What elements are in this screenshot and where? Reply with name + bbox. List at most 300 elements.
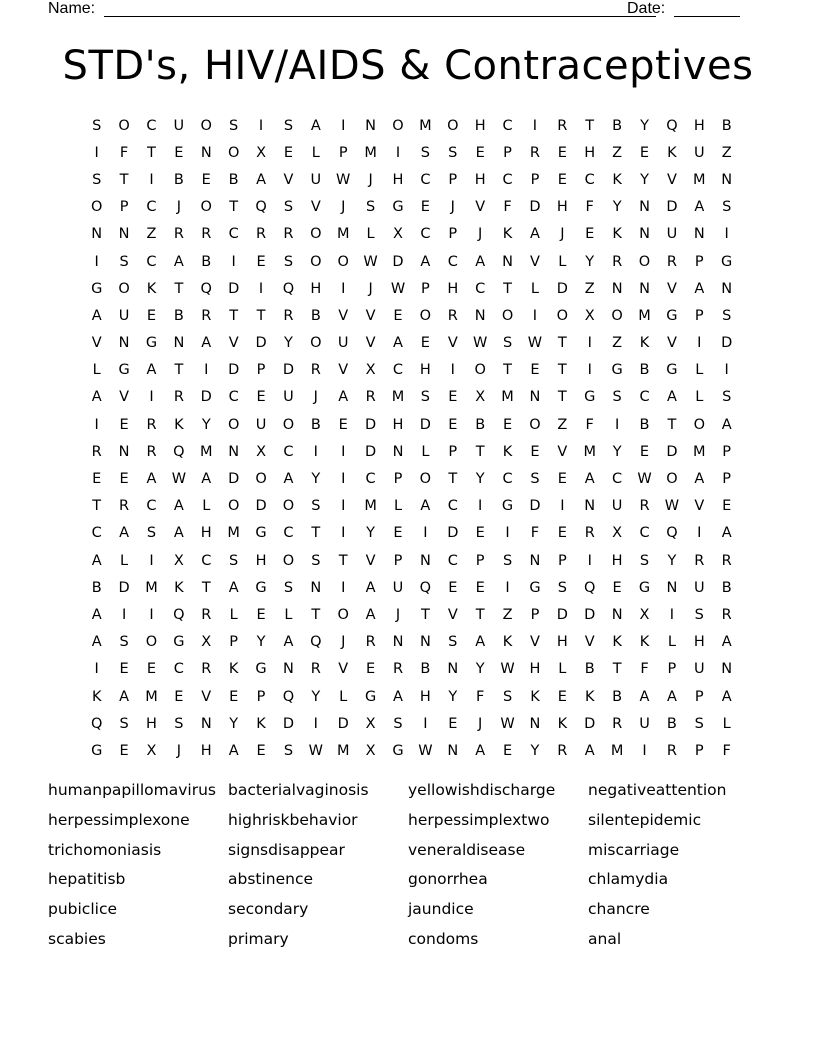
grid-letter: X — [639, 606, 650, 623]
grid-letter: A — [365, 606, 376, 623]
grid-letter: S — [283, 199, 294, 216]
grid-letter: J — [176, 199, 181, 216]
grid-letter: V — [91, 335, 102, 352]
grid-letter: O — [200, 117, 212, 134]
grid-letter: S — [530, 471, 540, 488]
grid-letter: B — [721, 117, 732, 134]
word-list-item: gonorrhea — [408, 870, 488, 889]
grid-letter: D — [228, 362, 240, 379]
grid-letter: S — [229, 552, 239, 569]
grid-letter: Z — [584, 280, 595, 297]
grid-letter: N — [611, 280, 623, 297]
grid-letter: L — [284, 606, 293, 623]
grid-letter: P — [256, 688, 266, 705]
grid-letter: W — [472, 335, 488, 352]
word-list-item: chancre — [588, 900, 650, 919]
grid-letter: I — [341, 498, 346, 515]
grid-letter: A — [173, 525, 184, 542]
grid-letter: N — [118, 443, 130, 460]
grid-letter: U — [255, 416, 267, 433]
grid-letter: A — [283, 471, 294, 488]
grid-letter: E — [585, 226, 595, 243]
grid-letter: S — [283, 253, 294, 270]
grid-letter: X — [173, 552, 184, 569]
grid-letter: Q — [584, 579, 596, 596]
grid-letter: Y — [667, 552, 677, 569]
grid-letter: U — [118, 307, 130, 324]
grid-letter: I — [505, 579, 510, 596]
grid-letter: A — [420, 498, 431, 515]
grid-letter: N — [365, 117, 377, 134]
grid-letter: T — [475, 606, 485, 623]
grid-letter: F — [640, 661, 649, 678]
grid-letter: O — [337, 253, 349, 270]
grid-letter: R — [447, 307, 458, 324]
grid-letter: B — [420, 661, 431, 678]
grid-letter: E — [420, 335, 430, 352]
grid-letter: G — [145, 335, 158, 352]
grid-letter: T — [448, 471, 458, 488]
grid-letter: L — [530, 280, 539, 297]
grid-letter: T — [229, 307, 239, 324]
grid-letter: M — [145, 688, 158, 705]
grid-letter: C — [392, 362, 404, 379]
grid-letter: F — [585, 416, 594, 433]
grid-letter: A — [721, 525, 732, 542]
grid-letter: M — [391, 389, 405, 406]
grid-letter: S — [174, 715, 184, 732]
grid-letter: I — [94, 416, 99, 433]
grid-letter: R — [612, 715, 623, 732]
grid-letter: I — [149, 171, 154, 188]
grid-letter: R — [392, 661, 404, 678]
grid-letter: R — [310, 362, 321, 379]
word-list-item: signsdisappear — [228, 840, 345, 859]
grid-letter: V — [694, 498, 705, 515]
grid-letter: Y — [612, 443, 622, 460]
grid-letter: C — [91, 525, 102, 542]
grid-letter: O — [227, 498, 240, 515]
grid-letter: N — [721, 280, 733, 297]
grid-letter: S — [448, 144, 458, 161]
grid-letter: E — [119, 416, 129, 433]
grid-letter: O — [501, 307, 514, 324]
grid-letter: P — [448, 443, 458, 460]
page-title: STD's, HIV/AIDS & Contraceptives — [62, 43, 754, 89]
grid-letter: X — [365, 715, 376, 732]
word-list-item: trichomoniasis — [48, 840, 162, 859]
grid-letter: Q — [282, 280, 295, 297]
grid-letter: C — [612, 471, 623, 488]
grid-letter: C — [365, 471, 376, 488]
grid-letter: C — [228, 226, 239, 243]
grid-letter: H — [556, 199, 568, 216]
grid-letter: P — [448, 226, 458, 243]
grid-letter: I — [341, 280, 346, 297]
grid-letter: O — [337, 606, 349, 623]
word-list-item: herpessimplexone — [48, 810, 190, 829]
grid-letter: V — [557, 443, 568, 460]
grid-letter: P — [421, 280, 430, 297]
grid-letter: R — [283, 226, 294, 243]
grid-letter: J — [560, 226, 565, 243]
grid-letter: V — [666, 335, 677, 352]
grid-letter: O — [227, 144, 240, 161]
grid-letter: A — [584, 742, 595, 759]
grid-letter: E — [420, 199, 430, 216]
date-blank-line — [674, 16, 740, 17]
grid-letter: N — [283, 661, 294, 678]
grid-letter: V — [338, 362, 349, 379]
grid-letter: N — [91, 226, 103, 243]
grid-letter: A — [173, 498, 184, 515]
grid-letter: A — [420, 253, 431, 270]
grid-letter: X — [365, 742, 376, 759]
grid-letter: C — [447, 552, 458, 569]
grid-letter: N — [392, 443, 404, 460]
grid-letter: O — [392, 117, 404, 134]
grid-letter: J — [341, 199, 346, 216]
grid-letter: L — [558, 661, 567, 678]
grid-letter: E — [448, 416, 458, 433]
grid-letter: Z — [612, 144, 623, 161]
grid-letter: E — [119, 742, 129, 759]
grid-letter: X — [201, 634, 212, 651]
word-list-item: humanpapillomavirus — [48, 781, 216, 799]
grid-letter: T — [557, 389, 567, 406]
grid-letter: J — [368, 171, 373, 188]
grid-letter: B — [310, 416, 321, 433]
grid-letter: R — [529, 144, 540, 161]
grid-letter: O — [255, 471, 267, 488]
grid-letter: D — [255, 498, 267, 515]
grid-letter: I — [313, 715, 318, 732]
grid-letter: H — [419, 362, 431, 379]
grid-letter: R — [310, 661, 321, 678]
grid-letter: B — [612, 688, 623, 705]
grid-letter: R — [146, 443, 157, 460]
grid-letter: C — [502, 117, 513, 134]
grid-letter: I — [94, 253, 99, 270]
grid-letter: Q — [173, 443, 185, 460]
grid-letter: I — [587, 362, 592, 379]
grid-letter: I — [341, 471, 346, 488]
grid-letter: S — [283, 742, 294, 759]
grid-letter: E — [475, 144, 485, 161]
grid-letter: T — [201, 579, 211, 596]
grid-letter: V — [228, 335, 239, 352]
grid-letter: T — [174, 362, 184, 379]
grid-letter: K — [612, 171, 622, 188]
grid-letter: R — [256, 226, 267, 243]
grid-letter: E — [475, 525, 485, 542]
grid-letter: R — [584, 525, 595, 542]
grid-letter: F — [585, 199, 594, 216]
grid-letter: H — [584, 144, 596, 161]
grid-letter: E — [502, 416, 513, 433]
grid-letter: W — [171, 471, 187, 488]
grid-letter: O — [693, 416, 705, 433]
grid-letter: S — [283, 117, 294, 134]
grid-letter: L — [722, 715, 731, 732]
grid-letter: S — [722, 307, 732, 324]
grid-letter: R — [694, 552, 705, 569]
grid-letter: D — [282, 362, 295, 379]
grid-letter: A — [721, 634, 732, 651]
grid-letter: T — [147, 144, 156, 161]
grid-letter: E — [338, 416, 348, 433]
grid-letter: E — [557, 688, 567, 705]
grid-letter: L — [421, 443, 430, 460]
grid-letter: G — [501, 498, 514, 515]
grid-letter: I — [614, 416, 620, 433]
grid-letter: P — [694, 688, 704, 705]
grid-letter: D — [255, 335, 267, 352]
grid-letter: U — [693, 579, 705, 596]
grid-letter: I — [149, 389, 154, 406]
grid-letter: N — [474, 307, 486, 324]
grid-letter: V — [447, 606, 458, 623]
grid-letter: R — [91, 443, 102, 460]
grid-letter: P — [338, 144, 348, 161]
grid-letter: E — [639, 443, 650, 460]
grid-letter: T — [229, 199, 239, 216]
grid-letter: Q — [90, 715, 103, 732]
grid-letter: S — [694, 715, 704, 732]
grid-letter: Q — [310, 634, 322, 651]
grid-letter: G — [255, 525, 267, 542]
grid-letter: A — [283, 634, 294, 651]
grid-letter: S — [694, 606, 704, 623]
grid-letter: T — [557, 335, 567, 352]
grid-letter: P — [667, 661, 677, 678]
word-list-item: herpessimplextwo — [408, 810, 550, 829]
grid-letter: B — [475, 416, 486, 433]
grid-letter: D — [118, 579, 130, 596]
grid-letter: I — [341, 525, 346, 542]
grid-letter: F — [722, 742, 731, 759]
grid-letter: E — [530, 362, 540, 379]
grid-letter: O — [419, 307, 432, 324]
grid-letter: B — [91, 579, 102, 596]
grid-letter: H — [556, 634, 568, 651]
grid-letter: L — [667, 634, 676, 651]
grid-letter: Z — [557, 416, 568, 433]
grid-letter: T — [612, 661, 622, 678]
grid-letter: R — [612, 253, 623, 270]
grid-letter: S — [365, 199, 376, 216]
word-list-item: abstinence — [228, 870, 314, 889]
grid-letter: R — [201, 226, 212, 243]
grid-letter: R — [173, 226, 184, 243]
grid-letter: M — [145, 579, 158, 596]
grid-letter: A — [475, 634, 486, 651]
grid-letter: O — [310, 226, 322, 243]
grid-letter: Y — [448, 688, 458, 705]
grid-letter: B — [666, 715, 677, 732]
grid-letter: O — [145, 634, 158, 651]
grid-letter: E — [256, 253, 266, 270]
grid-letter: T — [311, 525, 321, 542]
grid-letter: I — [231, 253, 236, 270]
grid-letter: T — [475, 443, 485, 460]
grid-letter: R — [201, 307, 212, 324]
grid-letter: E — [639, 144, 650, 161]
grid-letter: Z — [502, 606, 513, 623]
grid-letter: G — [91, 280, 103, 297]
grid-letter: A — [91, 606, 102, 623]
grid-letter: K — [502, 226, 513, 243]
grid-letter: F — [475, 688, 485, 705]
grid-letter: E — [448, 389, 458, 406]
grid-letter: K — [146, 280, 157, 297]
grid-letter: O — [118, 117, 130, 134]
grid-letter: M — [227, 525, 240, 542]
word-list-item: silentepidemic — [588, 810, 702, 829]
grid-letter: X — [584, 307, 595, 324]
grid-letter: P — [722, 471, 732, 488]
grid-letter: I — [258, 117, 264, 134]
grid-letter: N — [392, 634, 404, 651]
grid-letter: M — [638, 307, 651, 324]
grid-letter: I — [724, 226, 729, 243]
grid-letter: M — [693, 443, 706, 460]
grid-letter: B — [173, 307, 184, 324]
grid-letter: Q — [200, 280, 212, 297]
grid-letter: N — [200, 144, 212, 161]
grid-letter: A — [475, 742, 486, 759]
grid-letter: P — [694, 742, 704, 759]
grid-letter: C — [502, 471, 513, 488]
grid-letter: R — [557, 117, 568, 134]
word-list — [48, 778, 768, 957]
grid-letter: H — [392, 171, 404, 188]
grid-letter: A — [310, 117, 321, 134]
grid-letter: O — [666, 471, 678, 488]
grid-letter: A — [146, 362, 157, 379]
grid-letter: S — [420, 389, 430, 406]
grid-letter: D — [419, 416, 431, 433]
grid-letter: E — [530, 443, 540, 460]
grid-letter: Q — [282, 688, 295, 705]
grid-letter: N — [721, 661, 733, 678]
grid-letter: S — [311, 498, 321, 515]
grid-letter: G — [584, 389, 596, 406]
grid-letter: N — [693, 226, 705, 243]
grid-letter: D — [282, 715, 295, 732]
grid-letter: A — [91, 552, 102, 569]
grid-letter: N — [228, 443, 240, 460]
grid-letter: Q — [666, 117, 678, 134]
grid-letter: G — [666, 362, 678, 379]
grid-letter: R — [666, 742, 677, 759]
grid-letter: U — [693, 661, 705, 678]
grid-letter: J — [176, 742, 181, 759]
grid-letter: T — [92, 498, 102, 515]
grid-letter: C — [475, 280, 486, 297]
grid-letter: W — [500, 661, 515, 678]
grid-letter: G — [392, 742, 404, 759]
grid-letter: I — [423, 525, 428, 542]
grid-letter: W — [500, 715, 515, 732]
grid-letter: C — [146, 253, 157, 270]
grid-letter: Q — [666, 525, 678, 542]
grid-letter: I — [121, 606, 127, 623]
grid-letter: S — [92, 117, 102, 134]
grid-letter: E — [448, 579, 458, 596]
grid-letter: S — [448, 634, 458, 651]
grid-letter: P — [393, 552, 403, 569]
grid-letter: T — [503, 280, 512, 297]
grid-letter: K — [174, 579, 184, 596]
grid-letter: O — [227, 416, 240, 433]
grid-letter: I — [587, 335, 592, 352]
word-list-item: bacterialvaginosis — [228, 781, 369, 799]
grid-letter: C — [173, 661, 184, 678]
grid-letter: P — [229, 634, 239, 651]
grid-letter: K — [612, 634, 622, 651]
grid-letter: A — [666, 688, 677, 705]
grid-letter: Y — [475, 661, 485, 678]
grid-letter: B — [584, 661, 595, 678]
grid-letter: T — [557, 362, 567, 379]
grid-letter: O — [556, 307, 569, 324]
word-list-item: condoms — [408, 929, 479, 948]
grid-letter: V — [283, 171, 294, 188]
grid-letter: W — [363, 253, 378, 270]
grid-letter: Z — [721, 144, 732, 161]
grid-letter: I — [94, 661, 99, 678]
grid-letter: X — [256, 443, 266, 460]
grid-letter: A — [365, 579, 376, 596]
grid-letter: H — [447, 280, 459, 297]
grid-letter: I — [341, 443, 346, 460]
grid-letter: R — [173, 389, 184, 406]
grid-letter: N — [529, 389, 541, 406]
grid-letter: I — [341, 579, 346, 596]
grid-letter: Y — [612, 199, 622, 216]
grid-letter: I — [313, 443, 318, 460]
grid-letter: U — [392, 579, 404, 596]
grid-letter: U — [173, 117, 185, 134]
grid-letter: S — [311, 552, 321, 569]
grid-letter: M — [336, 742, 350, 759]
grid-letter: V — [310, 199, 321, 216]
header-row — [48, 0, 740, 20]
grid-letter: O — [419, 471, 432, 488]
grid-letter: O — [282, 498, 295, 515]
grid-letter: V — [338, 661, 349, 678]
grid-letter: V — [475, 199, 486, 216]
grid-letter: N — [529, 552, 541, 569]
grid-letter: N — [721, 171, 733, 188]
grid-letter: V — [365, 335, 376, 352]
grid-letter: H — [529, 661, 541, 678]
grid-letter: L — [695, 362, 704, 379]
grid-letter: G — [255, 579, 267, 596]
grid-letter: W — [390, 280, 406, 297]
grid-letter: C — [146, 498, 157, 515]
grid-letter: S — [502, 552, 513, 569]
grid-letter: D — [556, 280, 568, 297]
grid-letter: A — [666, 389, 677, 406]
grid-letter: B — [721, 579, 732, 596]
grid-letter: E — [174, 144, 184, 161]
grid-letter: K — [502, 634, 513, 651]
grid-letter: E — [92, 471, 102, 488]
grid-letter: W — [308, 742, 323, 759]
grid-letter: C — [502, 171, 513, 188]
